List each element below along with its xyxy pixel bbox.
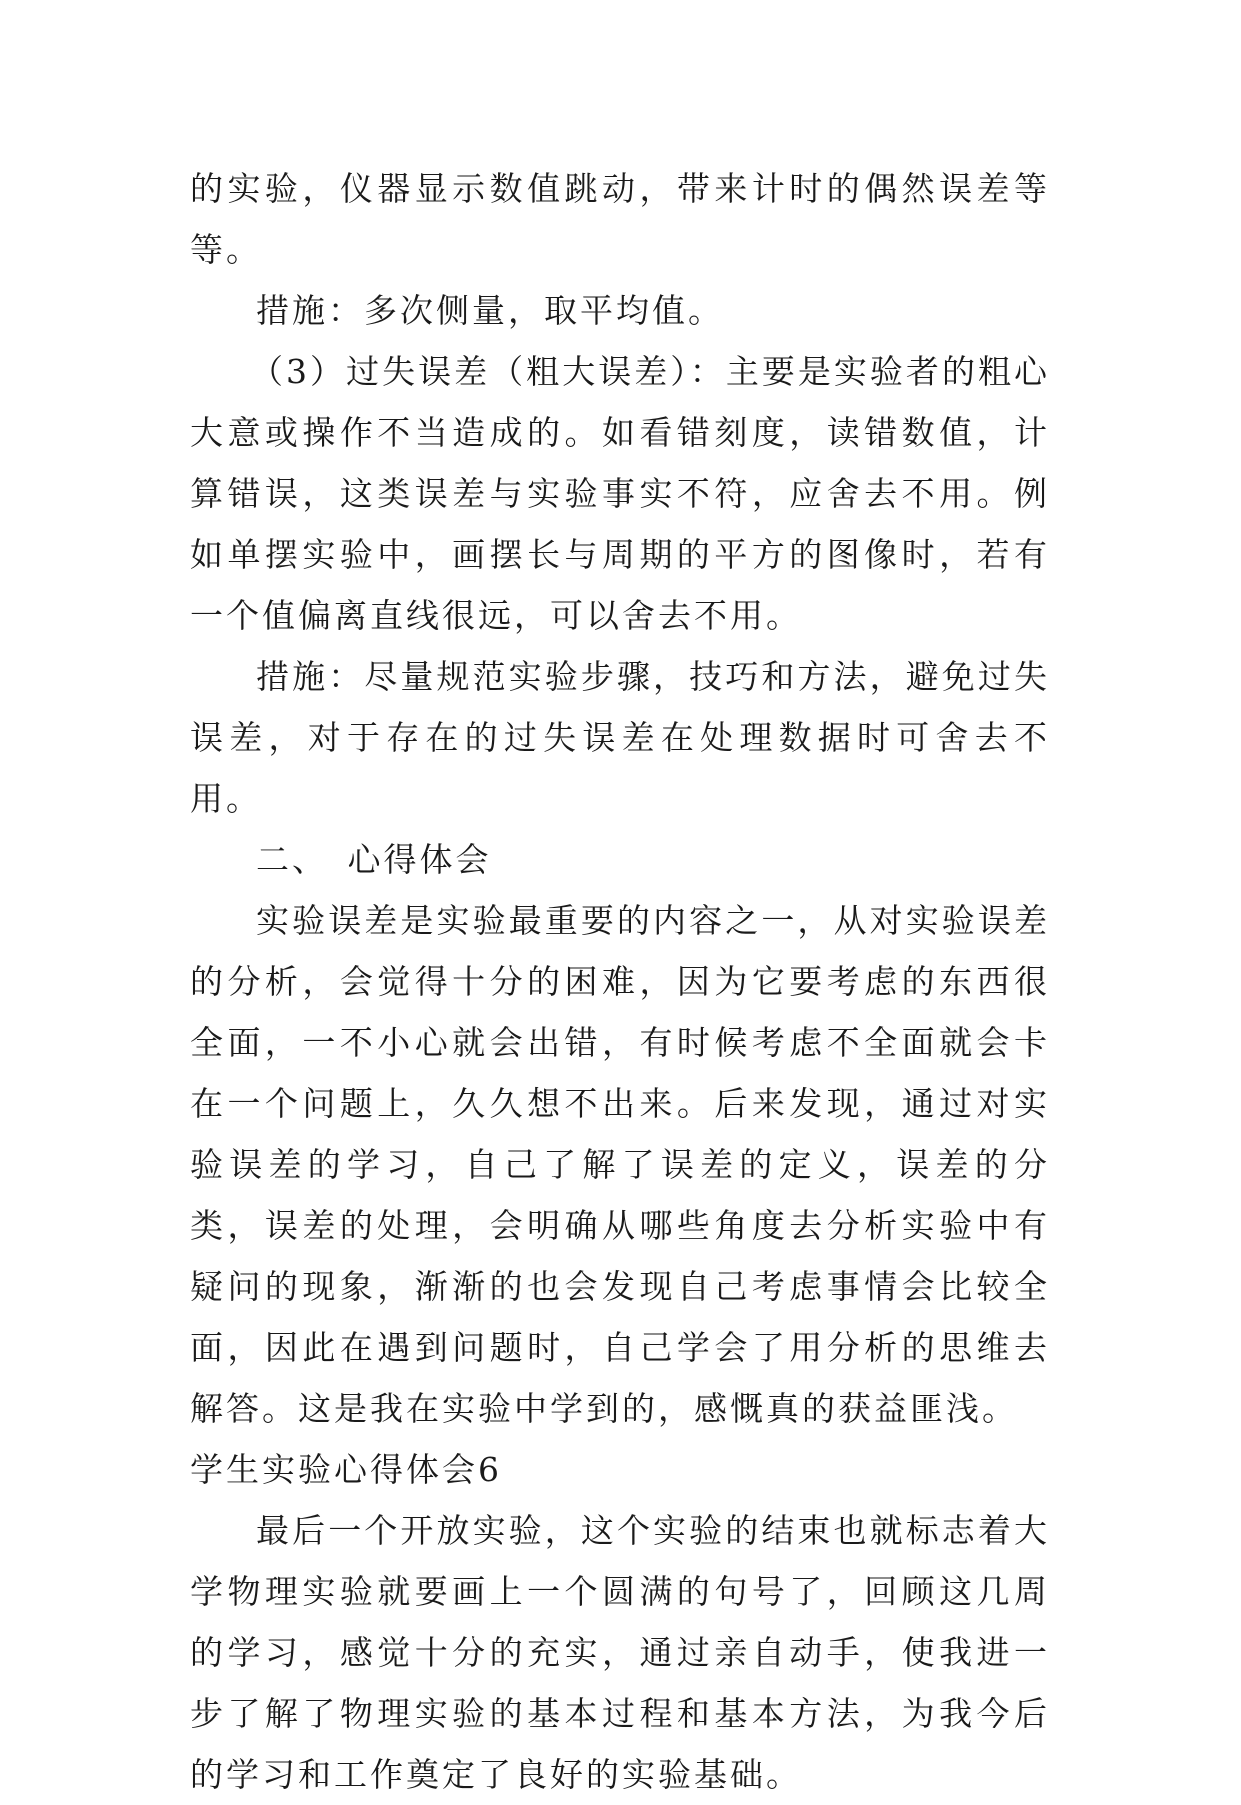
article-title: 学生实验心得体会6	[190, 1450, 502, 1489]
paragraph-measures-gross-error: 措施：尽量规范实验步骤，技巧和方法，避免过失误差，对于存在的过失误差在处理数据时可舍去不用。	[190, 657, 1050, 818]
section-heading-reflections: 二、 心得体会	[256, 840, 492, 879]
paragraph-gross-error: （3）过失误差（粗大误差）：主要是实验者的粗心大意或操作不当造成的。如看错刻度，读错数值，计算错误，这类误差与实验事实不符，应舍去不用。例如单摆实验中，画摆长与周期的平方的图像时，若有一个值偏离直线很远，可以舍去不用。	[190, 352, 1050, 635]
paragraph-continuation: 的实验，仪器显示数值跳动，带来计时的偶然误差等等。	[190, 169, 1050, 269]
document-body	[190, 158, 1050, 1805]
paragraph-measures-random-error: 措施：多次侧量，取平均值。	[256, 291, 724, 330]
paragraph-last-experiment: 最后一个开放实验，这个实验的结束也就标志着大学物理实验就要画上一个圆满的句号了，回顾这几周的学习，感觉十分的充实，通过亲自动手，使我进一步了解了物理实验的基本过程和基本方法，为我今后的学习和工作奠定了良好的实验基础。	[190, 1511, 1050, 1794]
paragraph-reflections: 实验误差是实验最重要的内容之一，从对实验误差的分析，会觉得十分的困难，因为它要考虑的东西很全面，一不小心就会出错，有时候考虑不全面就会卡在一个问题上，久久想不出来。后来发现，通过对实验误差的学习，自己了解了误差的定义，误差的分类，误差的处理，会明确从哪些角度去分析实验中有疑问的现象，渐渐的也会发现自己考虑事情会比较全面，因此在遇到问题时，自己学会了用分析的思维去解答。这是我在实验中学到的，感慨真的获益匪浅。	[190, 901, 1050, 1428]
